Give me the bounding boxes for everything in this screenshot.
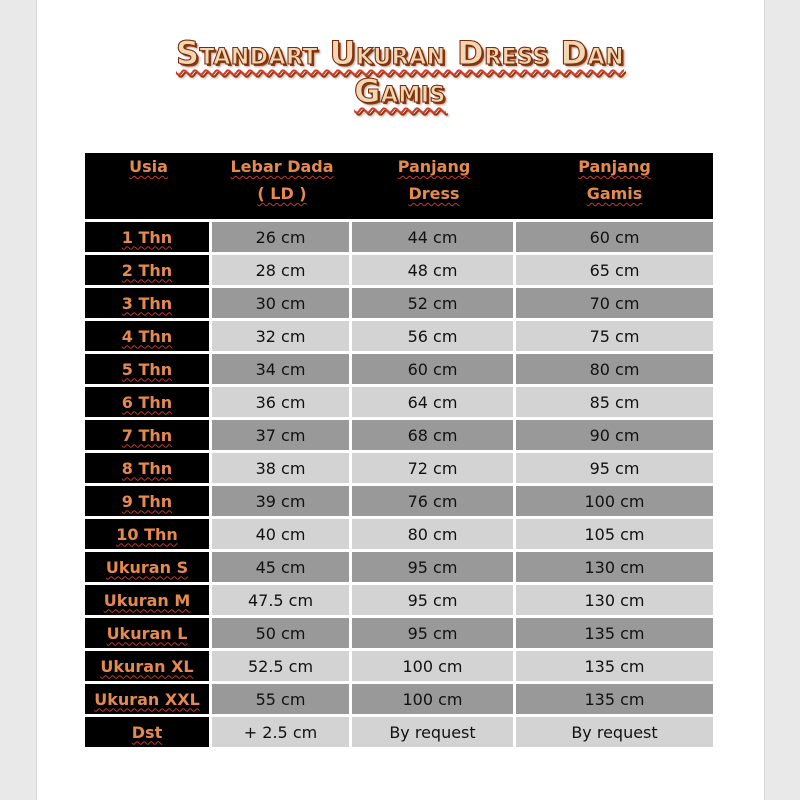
header-text-line: Dress: [408, 184, 460, 203]
cell-panjang-gamis: 135 cm: [516, 618, 713, 651]
cell-panjang-gamis: 85 cm: [516, 387, 713, 420]
header-text-line: Lebar Dada: [230, 157, 334, 176]
table-row: [85, 519, 713, 552]
table-row: [85, 288, 713, 321]
table-row: [85, 651, 713, 684]
cell-lebar-dada: 45 cm: [212, 552, 352, 585]
header-text-line: ( LD ): [257, 184, 307, 203]
cell-usia: 2 Thn: [85, 255, 212, 288]
cell-panjang-dress: 76 cm: [352, 486, 516, 519]
cell-usia: Ukuran XL: [85, 651, 212, 684]
cell-panjang-dress: 95 cm: [352, 618, 516, 651]
cell-usia: Ukuran S: [85, 552, 212, 585]
size-chart-table: [85, 153, 713, 750]
cell-usia: 8 Thn: [85, 453, 212, 486]
cell-panjang-gamis: 130 cm: [516, 552, 713, 585]
cell-usia: 7 Thn: [85, 420, 212, 453]
cell-panjang-gamis: 75 cm: [516, 321, 713, 354]
table-row: [85, 717, 713, 750]
table-header: [85, 153, 713, 219]
header-panjang-dress: [352, 153, 516, 219]
cell-usia: 1 Thn: [85, 219, 212, 255]
cell-usia: Ukuran XXL: [85, 684, 212, 717]
cell-lebar-dada: 30 cm: [212, 288, 352, 321]
cell-panjang-gamis: 70 cm: [516, 288, 713, 321]
cell-panjang-gamis: 95 cm: [516, 453, 713, 486]
table-row: [85, 420, 713, 453]
table-row: [85, 552, 713, 585]
table-row: [85, 453, 713, 486]
cell-usia: Ukuran M: [85, 585, 212, 618]
cell-panjang-dress: 100 cm: [352, 651, 516, 684]
cell-lebar-dada: 39 cm: [212, 486, 352, 519]
cell-panjang-gamis: 65 cm: [516, 255, 713, 288]
cell-panjang-dress: 100 cm: [352, 684, 516, 717]
cell-panjang-dress: 64 cm: [352, 387, 516, 420]
table-row: [85, 585, 713, 618]
cell-panjang-gamis: 100 cm: [516, 486, 713, 519]
document-title-line-2: Gamis: [354, 72, 446, 110]
cell-lebar-dada: 26 cm: [212, 219, 352, 255]
table-row: [85, 486, 713, 519]
cell-usia: 9 Thn: [85, 486, 212, 519]
header-text-line: Panjang: [578, 157, 651, 176]
cell-usia: 6 Thn: [85, 387, 212, 420]
cell-lebar-dada: 40 cm: [212, 519, 352, 552]
cell-lebar-dada: 47.5 cm: [212, 585, 352, 618]
cell-lebar-dada: 50 cm: [212, 618, 352, 651]
table-header-row: [85, 153, 713, 219]
header-text-line: Gamis: [586, 184, 643, 203]
cell-panjang-gamis: 135 cm: [516, 651, 713, 684]
cell-panjang-gamis: By request: [516, 717, 713, 750]
cell-panjang-gamis: 105 cm: [516, 519, 713, 552]
cell-panjang-dress: 52 cm: [352, 288, 516, 321]
cell-usia: Ukuran L: [85, 618, 212, 651]
table-body: [85, 219, 713, 750]
header-text-line: Usia: [129, 157, 168, 176]
cell-usia: Dst: [85, 717, 212, 750]
cell-panjang-gamis: 130 cm: [516, 585, 713, 618]
cell-usia: 5 Thn: [85, 354, 212, 387]
cell-panjang-dress: 68 cm: [352, 420, 516, 453]
table-row: [85, 255, 713, 288]
cell-lebar-dada: 32 cm: [212, 321, 352, 354]
document-title-line-1: Standart Ukuran Dress Dan: [175, 34, 625, 72]
header-text-line: Panjang: [397, 157, 471, 176]
cell-lebar-dada: 36 cm: [212, 387, 352, 420]
header-panjang-gamis: [516, 153, 713, 219]
cell-lebar-dada: 34 cm: [212, 354, 352, 387]
table-row: [85, 321, 713, 354]
cell-usia: 4 Thn: [85, 321, 212, 354]
cell-panjang-dress: 56 cm: [352, 321, 516, 354]
cell-panjang-dress: 95 cm: [352, 552, 516, 585]
cell-panjang-dress: By request: [352, 717, 516, 750]
table-row: [85, 354, 713, 387]
cell-usia: 10 Thn: [85, 519, 212, 552]
cell-lebar-dada: 28 cm: [212, 255, 352, 288]
table-row: [85, 684, 713, 717]
cell-panjang-gamis: 60 cm: [516, 219, 713, 255]
table-row: [85, 387, 713, 420]
cell-panjang-dress: 60 cm: [352, 354, 516, 387]
header-lebar-dada: [212, 153, 352, 219]
cell-panjang-dress: 95 cm: [352, 585, 516, 618]
cell-panjang-gamis: 135 cm: [516, 684, 713, 717]
cell-lebar-dada: 38 cm: [212, 453, 352, 486]
table-row: [85, 618, 713, 651]
cell-lebar-dada: 52.5 cm: [212, 651, 352, 684]
cell-panjang-gamis: 80 cm: [516, 354, 713, 387]
header-usia: [85, 153, 212, 219]
cell-panjang-dress: 48 cm: [352, 255, 516, 288]
cell-lebar-dada: 37 cm: [212, 420, 352, 453]
cell-panjang-dress: 44 cm: [352, 219, 516, 255]
cell-panjang-dress: 72 cm: [352, 453, 516, 486]
cell-panjang-gamis: 90 cm: [516, 420, 713, 453]
cell-lebar-dada: + 2.5 cm: [212, 717, 352, 750]
cell-lebar-dada: 55 cm: [212, 684, 352, 717]
table-row: [85, 219, 713, 255]
cell-usia: 3 Thn: [85, 288, 212, 321]
cell-panjang-dress: 80 cm: [352, 519, 516, 552]
